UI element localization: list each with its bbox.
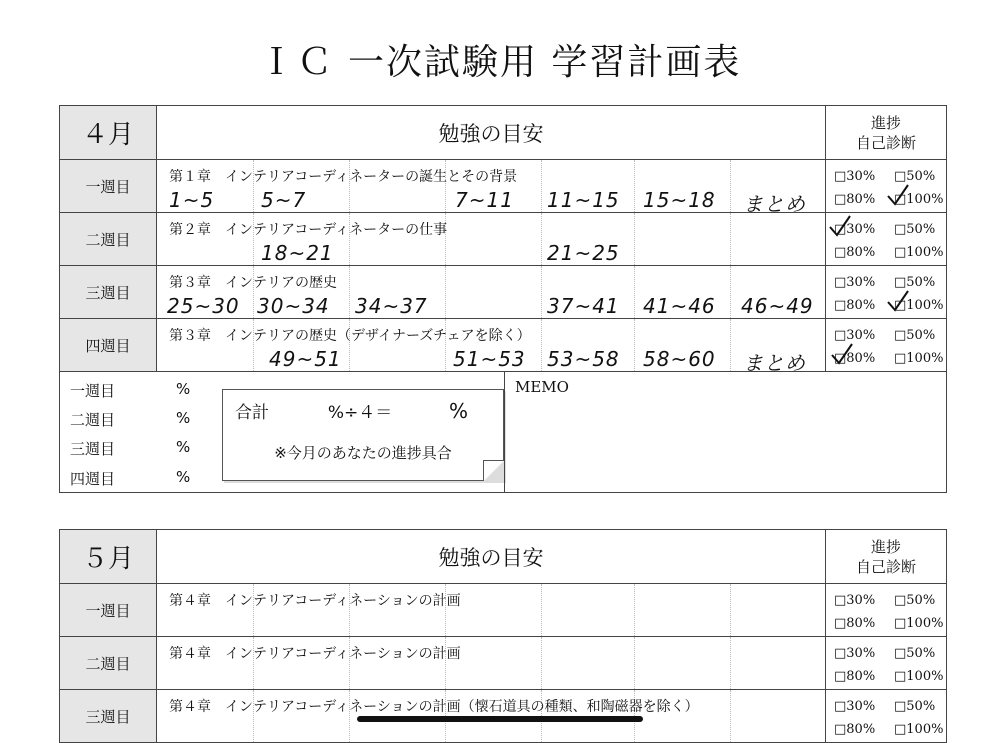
- dotted-divider: [634, 319, 635, 371]
- week-content: [157, 213, 826, 266]
- formula-text: %÷４＝: [327, 403, 393, 423]
- note-caption: ※今月のあなたの進捗具合: [274, 444, 452, 462]
- progress-header-line2: 自己診断: [855, 133, 916, 152]
- chapter-text: 第２章 インテリアコーディネーターの仕事: [169, 222, 448, 238]
- handwritten-pages: 25~30: [167, 294, 240, 318]
- progress-header-line1: 進捗: [870, 537, 901, 556]
- chapter-text: 第４章 インテリアコーディネーションの計画（懐石道具の種類、和陶磁器を除く）: [169, 699, 699, 715]
- chapter-text: 第３章 インテリアの歴史: [169, 275, 337, 291]
- table-row: [60, 160, 947, 213]
- progress-checks: [826, 266, 947, 319]
- checkbox-30[interactable]: □30%: [834, 593, 876, 608]
- week-content: [157, 160, 826, 216]
- month-label: ５月: [60, 530, 157, 584]
- progress-checks: [826, 690, 947, 743]
- handwritten-pages: 30~34: [257, 294, 330, 318]
- progress-header-line2: 自己診断: [855, 557, 916, 576]
- dotted-divider: [634, 160, 635, 212]
- checkbox-50[interactable]: □50%: [894, 169, 936, 184]
- dotted-divider: [541, 319, 542, 371]
- progress-header-line1: 進捗: [870, 113, 901, 132]
- total-label: 合計: [235, 403, 269, 423]
- april-table: [59, 105, 947, 375]
- week-label: 三週目: [60, 690, 157, 743]
- handwritten-pages: 5~7: [261, 188, 307, 212]
- summary-week-label: 四週目: [70, 470, 116, 488]
- summary-week-label: 三週目: [70, 440, 116, 458]
- handwritten-pages: 51~53: [453, 347, 526, 371]
- handwritten-pages: 49~51: [269, 347, 342, 371]
- handwritten-pages: まとめ: [743, 351, 806, 375]
- checkbox-100[interactable]: □100%: [894, 245, 944, 260]
- chapter-text: 第４章 インテリアコーディネーションの計画: [169, 646, 461, 662]
- summary-percent-unit: %: [176, 409, 191, 427]
- total-note-card: [222, 389, 504, 481]
- handwritten-pages: 58~60: [643, 347, 716, 371]
- dotted-divider: [541, 160, 542, 212]
- dotted-divider: [634, 213, 635, 265]
- checkbox-80[interactable]: □80%: [834, 669, 876, 684]
- week-content: [157, 319, 826, 375]
- dotted-divider: [730, 584, 731, 636]
- dotted-divider: [730, 637, 731, 689]
- progress-checks: [826, 319, 947, 372]
- checkbox-30[interactable]: □30%: [834, 699, 876, 714]
- dotted-divider: [730, 690, 731, 742]
- handwritten-pages: 46~49: [741, 294, 814, 318]
- checkbox-30[interactable]: □30%: [834, 275, 876, 290]
- checkbox-30[interactable]: □30%: [834, 646, 876, 661]
- checkbox-100[interactable]: □100%: [894, 669, 944, 684]
- month-label: ４月: [60, 106, 157, 160]
- dotted-divider: [349, 266, 350, 318]
- progress-header: [826, 106, 947, 160]
- monthly-summary: [59, 372, 947, 493]
- handwritten-pages: 37~41: [547, 294, 620, 318]
- checkbox-50[interactable]: □50%: [894, 593, 936, 608]
- progress-checks: [826, 160, 947, 213]
- home-indicator[interactable]: [357, 716, 643, 722]
- checkbox-50[interactable]: □50%: [894, 699, 936, 714]
- handwritten-pages: 11~15: [547, 188, 620, 212]
- checkbox-30[interactable]: □30%: [834, 328, 876, 343]
- memo-label: MEMO: [515, 378, 569, 396]
- checkbox-80[interactable]: □80%: [834, 192, 876, 207]
- checkbox-100[interactable]: □100%: [894, 298, 944, 313]
- handwritten-pages: 41~46: [643, 294, 716, 318]
- handwritten-pages: 21~25: [547, 241, 620, 265]
- checkbox-100[interactable]: □100%: [894, 192, 944, 207]
- guide-header: 勉強の目安: [157, 106, 826, 160]
- week-content: [157, 637, 826, 690]
- table-row: [60, 319, 947, 372]
- dotted-divider: [541, 213, 542, 265]
- week-content: [157, 266, 826, 319]
- checkbox-80[interactable]: □80%: [834, 616, 876, 631]
- summary-percent-unit: %: [176, 380, 191, 398]
- summary-percent-unit: %: [176, 438, 191, 456]
- checkbox-50[interactable]: □50%: [894, 275, 936, 290]
- dotted-divider: [541, 584, 542, 636]
- checkbox-80[interactable]: □80%: [834, 722, 876, 737]
- week-label: 一週目: [60, 160, 157, 213]
- guide-header: 勉強の目安: [157, 530, 826, 584]
- handwritten-pages: 7~11: [455, 188, 514, 212]
- checkbox-100[interactable]: □100%: [894, 616, 944, 631]
- chapter-text: 第４章 インテリアコーディネーションの計画: [169, 593, 461, 609]
- result-percent: %: [449, 399, 469, 423]
- handwritten-pages: 34~37: [355, 294, 428, 318]
- checkbox-80[interactable]: □80%: [834, 351, 876, 366]
- progress-header: [826, 530, 947, 584]
- dotted-divider: [634, 637, 635, 689]
- table-row: [60, 584, 947, 637]
- checkbox-30[interactable]: □30%: [834, 222, 876, 237]
- summary-percent-unit: %: [176, 468, 191, 486]
- summary-week-label: 二週目: [70, 411, 116, 429]
- week-label: 二週目: [60, 637, 157, 690]
- checkbox-50[interactable]: □50%: [894, 328, 936, 343]
- april-plan: [59, 105, 947, 493]
- table-row: [60, 637, 947, 690]
- checkbox-50[interactable]: □50%: [894, 222, 936, 237]
- dotted-divider: [634, 584, 635, 636]
- checkbox-50[interactable]: □50%: [894, 646, 936, 661]
- table-row: [60, 213, 947, 266]
- table-row: [60, 266, 947, 319]
- handwritten-pages: 53~58: [547, 347, 620, 371]
- summary-row: [70, 380, 191, 401]
- page-title: ＩＣ 一次試験用 学習計画表: [258, 42, 742, 83]
- dotted-divider: [541, 266, 542, 318]
- progress-checks: [826, 213, 947, 266]
- handwritten-pages: 1~5: [169, 188, 215, 212]
- handwritten-pages: 18~21: [261, 241, 334, 265]
- checkbox-100[interactable]: □100%: [894, 722, 944, 737]
- handwritten-pages: 15~18: [643, 188, 716, 212]
- dotted-divider: [634, 266, 635, 318]
- checkbox-80[interactable]: □80%: [834, 298, 876, 313]
- handwritten-pages: まとめ: [743, 192, 806, 216]
- dotted-divider: [730, 266, 731, 318]
- chapter-text: 第１章 インテリアコーディネーターの誕生とその背景: [169, 169, 518, 185]
- may-table: [59, 529, 947, 743]
- summary-week-label: 一週目: [70, 382, 116, 400]
- checkbox-30[interactable]: □30%: [834, 169, 876, 184]
- total-formula: [235, 398, 468, 423]
- week-label: 三週目: [60, 266, 157, 319]
- dotted-divider: [445, 266, 446, 318]
- progress-checks: [826, 584, 947, 637]
- week-label: 二週目: [60, 213, 157, 266]
- memo-area[interactable]: [504, 372, 946, 492]
- page-curl: [483, 460, 504, 481]
- checkbox-100[interactable]: □100%: [894, 351, 944, 366]
- progress-checks: [826, 637, 947, 690]
- summary-row: [70, 409, 191, 430]
- may-plan: [59, 529, 947, 743]
- summary-row: [70, 468, 191, 489]
- checkbox-80[interactable]: □80%: [834, 245, 876, 260]
- dotted-divider: [730, 213, 731, 265]
- week-label: 四週目: [60, 319, 157, 372]
- dotted-divider: [730, 160, 731, 212]
- dotted-divider: [730, 319, 731, 371]
- summary-row: [70, 438, 191, 459]
- chapter-text: 第３章 インテリアの歴史（デザイナーズチェアを除く）: [169, 328, 531, 344]
- dotted-divider: [541, 637, 542, 689]
- week-label: 一週目: [60, 584, 157, 637]
- week-content: [157, 584, 826, 637]
